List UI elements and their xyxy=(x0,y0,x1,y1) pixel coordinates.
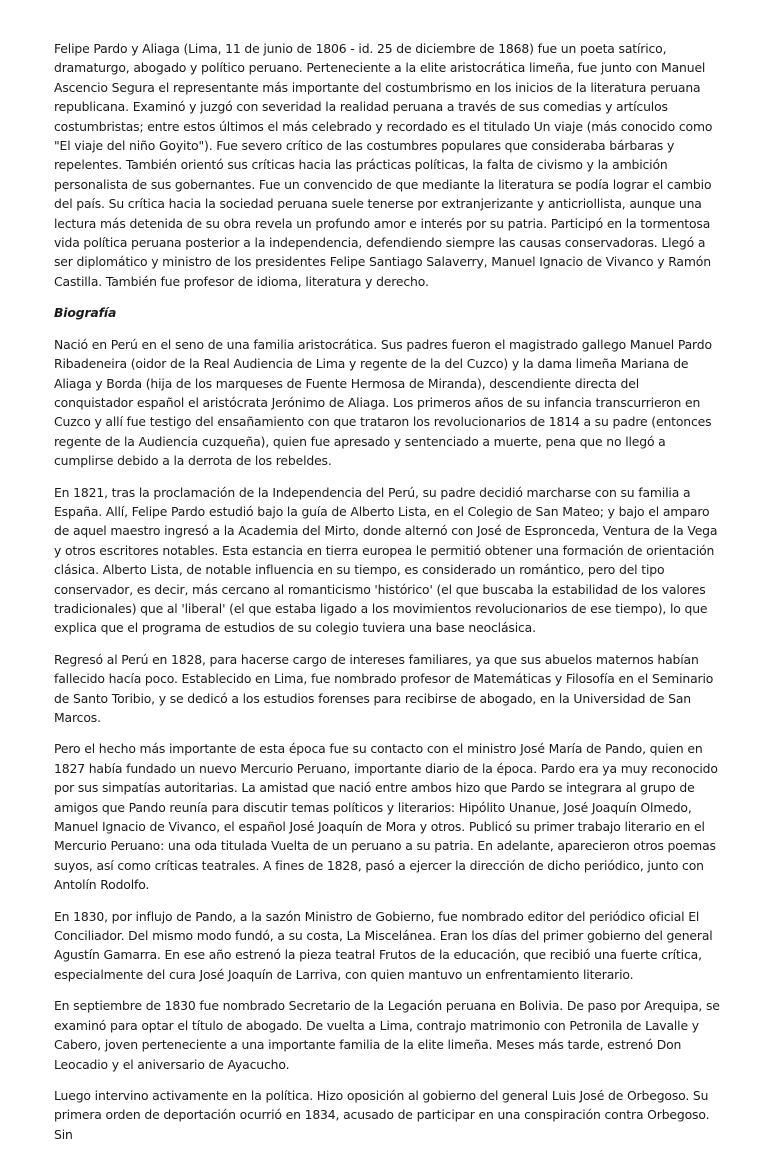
intro-paragraph: Felipe Pardo y Aliaga (Lima, 11 de junio de 1806 - id. 25 de diciembre de 1868) fue un poeta satírico, dramaturgo, abogado y político peruano. Perteneciente a la elite aristocrática limeña, fue junto con Manuel Ascencio Segura el representante más importante del costumbrismo en los inicios de la literatura peruana republicana. Examinó y juzgó con severidad la realidad peruana a través de sus comedias y artículos costumbristas; entre estos últimos el más celebrado y recordado es el titulado Un viaje (más conocido como "El viaje del niño Goyito"). Fue severo crítico de las costumbres populares que consideraba bárbaras y repelentes. También orientó sus críticas hacia las prácticas políticas, la falta de civismo y la ambición personalista de sus gobernantes. Fue un convencido de que mediante la literatura se podía lograr el cambio del país. Su crítica hacia la sociedad peruana suele tenerse por extranjerizante y anticriollista, aunque una lectura más detenida de su obra revela un profundo amor e interés por su patria. Participó en la tormentosa vida política peruana posterior a la independencia, defendiendo siempre las causas conservadoras. Llegó a ser diplomático y ministro de los presidentes Felipe Santiago Salaverry, Manuel Ignacio de Vivanco y Ramón Castilla. También fue profesor de idioma, literatura y derecho. xyxy=(54,41,713,289)
body-paragraph: Pero el hecho más importante de esta época fue su contacto con el ministro José María de Pando, quien en 1827 había fundado un nuevo Mercurio Peruano, importante diario de la época. Pardo era ya muy reconocido por sus simpatías autoritarias. La amistad que nació entre ambos hizo que Pardo se integrara al grupo de amigos que Pando reunía para discutir temas políticos y literarios: Hipólito Unanue, José Joaquín Olmedo, Manuel Ignacio de Vivanco, el español José Joaquín de Mora y otros. Publicó su primer trabajo literario en el Mercurio Peruano: una oda titulada Vuelta de un peruano a su patria. En adelante, aparecieron otros poemas suyos, así como críticas teatrales. A fines de 1828, pasó a ejercer la dirección de dicho periódico, junto con Antolín Rodolfo. xyxy=(54,741,718,893)
body-paragraph: En 1830, por influjo de Pando, a la sazón Ministro de Gobierno, fue nombrado editor del periódico oficial El Conciliador. Del mismo modo fundó, a su costa, La Miscelánea. Eran los días del primer gobierno del general Agustín Gamarra. En ese año estrenó la pieza teatral Frutos de la educación, que recibió una fuerte crítica, especialmente del cura José Joaquín de Larriva, con quien mantuvo un enfrentamiento literario. xyxy=(54,908,713,982)
body-paragraph: Regresó al Perú en 1828, para hacerse cargo de intereses familiares, ya que sus abuelos maternos habían fallecido hacía poco. Establecido en Lima, fue nombrado profesor de Matemáticas y Filosofía en el Seminario de Santo Toribio, y se dedicó a los estudios forenses para recibirse de abogado, en la Universidad de San Marcos. xyxy=(54,651,714,725)
body-paragraph: Luego intervino activamente en la política. Hizo oposición al gobierno del general Luis José de Orbegoso. Su primera orden de deportación ocurrió en 1834, acusado de participar en una conspiración contra Orbegoso. Sin xyxy=(54,1087,710,1142)
document-page xyxy=(54,39,720,1156)
body-paragraph: En septiembre de 1830 fue nombrado Secretario de la Legación peruana en Bolivia. De paso por Arequipa, se examinó para optar el título de abogado. De vuelta a Lima, contrajo matrimonio con Petronila de Lavalle y Cabero, joven perteneciente a una importante familia de la elite limeña. Meses más tarde, estrenó Don Leocadio y el aniversario de Ayacucho. xyxy=(54,998,720,1072)
body-paragraph: Nació en Perú en el seno de una familia aristocrática. Sus padres fueron el magistrado gallego Manuel Pardo Ribadeneira (oidor de la Real Audiencia de Lima y regente de la del Cuzco) y la dama limeña Mariana de Aliaga y Borda (hija de los marqueses de Fuente Hermosa de Miranda), descendiente directa del conquistador español el aristócrata Jerónimo de Aliaga. Los primeros años de su infancia transcurrieron en Cuzco y allí fue testigo del ensañamiento con que trataron los revolucionarios de 1814 a su padre (entonces regente de la Audiencia cuzqueña), quien fue apresado y sentenciado a muerte, pena que no llegó a cumplirse debido a la derrota de los rebeldes. xyxy=(54,336,712,469)
section-heading-biografia: Biografía xyxy=(54,305,117,321)
body-paragraph: En 1821, tras la proclamación de la Independencia del Perú, su padre decidió marcharse con su familia a España. Allí, Felipe Pardo estudió bajo la guía de Alberto Lista, en el Colegio de San Mateo; y bajo el amparo de aquel maestro ingresó a la Academia del Mirto, donde alternó con José de Espronceda, Ventura de la Vega y otros escritores notables. Esta estancia en tierra europea le permitió obtener una formación de orientación clásica. Alberto Lista, de notable influencia en su tiempo, es considerado un romántico, pero del tipo conservador, es decir, más cercano al romanticismo 'histórico' (el que buscaba la estabilidad de los valores tradicionales) que al 'liberal' (el que estaba ligado a los movimientos revolucionarios de ese tiempo), lo que explica que el programa de estudios de su colegio tuviera una base neoclásica. xyxy=(54,484,718,636)
